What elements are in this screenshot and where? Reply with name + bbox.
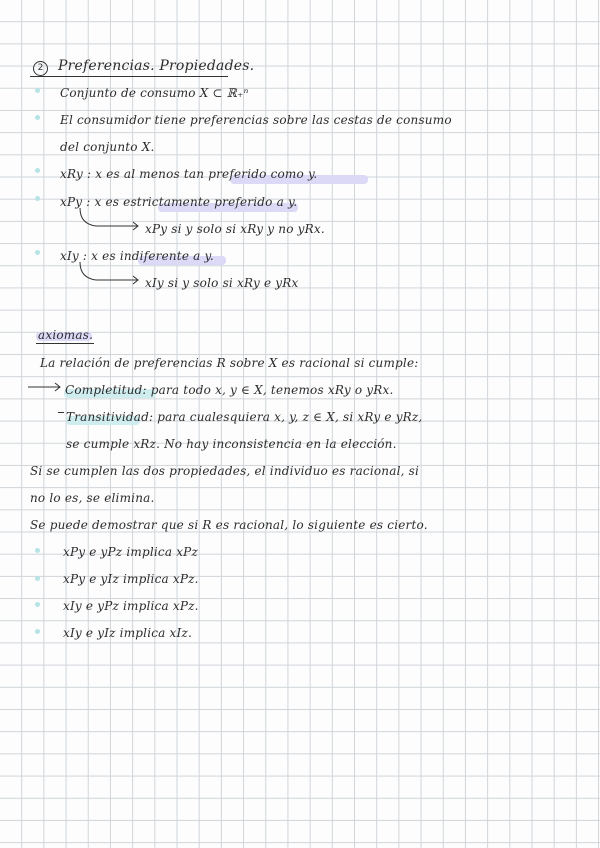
implication-line: xIy e yPz implica xPz. (63, 599, 199, 613)
note-line: xIy : x es indiferente a y. (60, 249, 214, 263)
bullet (35, 548, 40, 553)
note-line: del conjunto X. (60, 140, 155, 154)
axioms-label: axiomas. (38, 328, 94, 342)
bullet (35, 629, 40, 634)
axiom-line: La relación de preferencias R sobre X es racional si cumple: (40, 356, 419, 370)
note-line: Conjunto de consumo X ⊂ ℝ₊ⁿ (60, 86, 249, 100)
section-title: Preferencias. Propiedades. (58, 58, 255, 74)
section-number: 2 (33, 61, 48, 76)
note-line: El consumidor tiene preferencias sobre las cestas de consumo (60, 113, 452, 127)
note-line: xPy : x es estrictamente preferido a y. (60, 195, 298, 209)
note-line: xRy : x es al menos tan preferido como y. (60, 167, 318, 181)
implication-line: xIy e yIz implica xIz. (63, 626, 192, 640)
axiom-line: no lo es, se elimina. (30, 491, 155, 505)
bullet (35, 602, 40, 607)
implication-line: xPy e yIz implica xPz. (63, 572, 199, 586)
axioms-underline (36, 343, 94, 344)
tick-mark (58, 412, 64, 413)
bullet (35, 576, 40, 581)
axiom-line: Completitud: para todo x, y ∈ X, tenemos xRy o yRx. (65, 383, 394, 397)
note-line: xIy si y solo si xRy e yRx (145, 276, 299, 290)
axiom-line: Transitividad: para cualesquiera x, y, z ∈ X, si xRy e yRz, (66, 410, 423, 424)
axiom-line: se cumple xRz. No hay inconsistencia en la elección. (66, 437, 397, 451)
axiom-line: Se puede demostrar que si R es racional, lo siguiente es cierto. (30, 518, 428, 532)
note-line: xPy si y solo si xRy y no yRx. (145, 222, 325, 236)
axiom-line: Si se cumplen las dos propiedades, el individuo es racional, si (30, 464, 420, 478)
implication-line: xPy e yPz implica xPz (63, 545, 198, 559)
